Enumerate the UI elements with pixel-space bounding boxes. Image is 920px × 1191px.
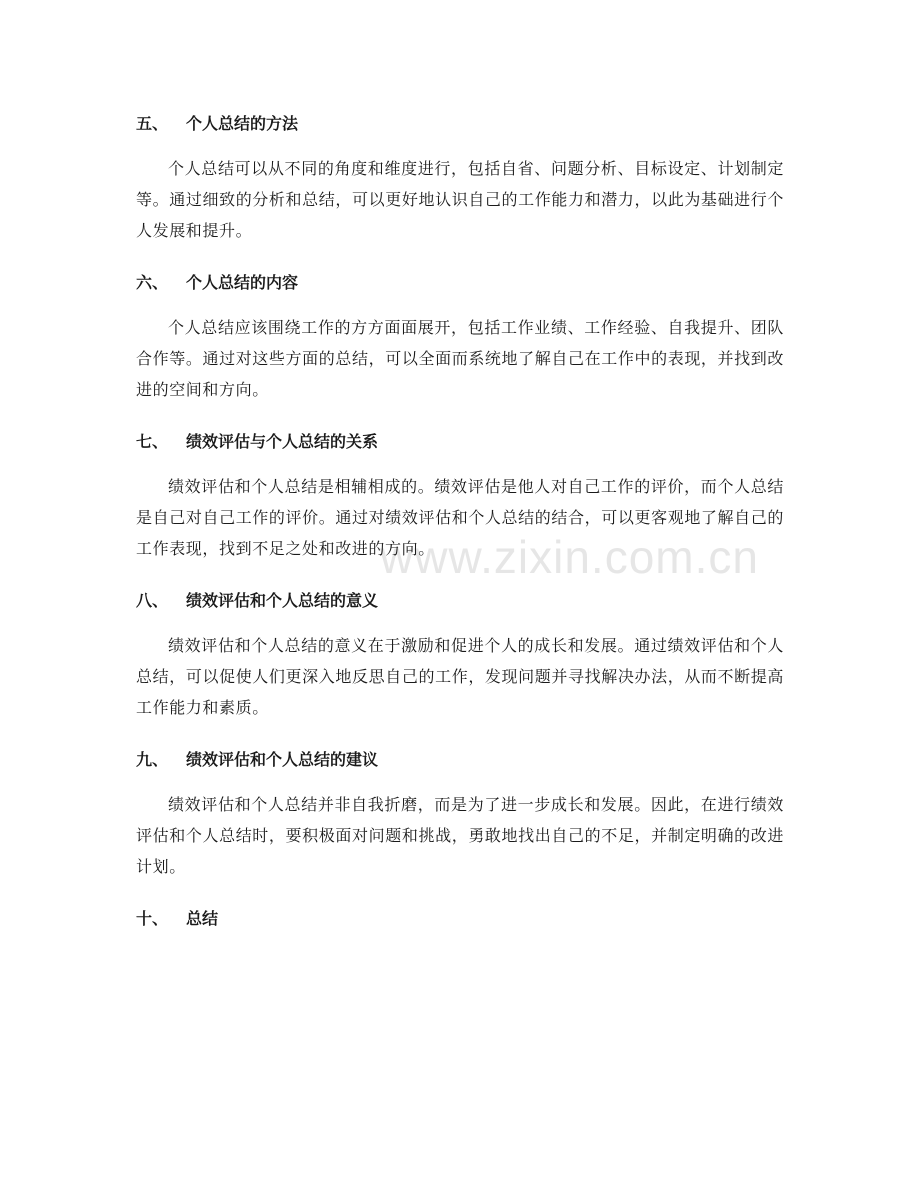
section-10 bbox=[136, 903, 784, 935]
section-heading bbox=[136, 267, 784, 299]
section-paragraph: 个人总结应该围绕工作的方方面面展开，包括工作业绩、工作经验、自我提升、团队合作等。通过对这些方面的总结，可以全面而系统地了解自己在工作中的表现，并找到改进的空间和方向。 bbox=[136, 318, 784, 399]
section-8 bbox=[136, 585, 784, 723]
section-number: 九、 bbox=[136, 750, 169, 769]
section-title: 总结 bbox=[186, 909, 219, 928]
section-title: 绩效评估和个人总结的建议 bbox=[186, 750, 379, 769]
section-paragraph: 绩效评估和个人总结的意义在于激励和促进个人的成长和发展。通过绩效评估和个人总结，可以促使人们更深入地反思自己的工作，发现问题并寻找解决办法，从而不断提高工作能力和素质。 bbox=[136, 636, 784, 717]
section-6 bbox=[136, 267, 784, 405]
section-heading bbox=[136, 426, 784, 458]
section-heading bbox=[136, 108, 784, 140]
section-number: 六、 bbox=[136, 273, 169, 292]
section-title: 个人总结的内容 bbox=[186, 273, 299, 292]
section-9 bbox=[136, 744, 784, 882]
section-heading bbox=[136, 744, 784, 776]
section-number: 十、 bbox=[136, 909, 169, 928]
section-number: 八、 bbox=[136, 591, 169, 610]
section-title: 绩效评估与个人总结的关系 bbox=[186, 432, 379, 451]
section-7 bbox=[136, 426, 784, 564]
section-number: 五、 bbox=[136, 114, 169, 133]
watermark: www.zixin.com.cn bbox=[380, 531, 759, 583]
section-paragraph: 绩效评估和个人总结是相辅相成的。绩效评估是他人对自己工作的评价，而个人总结是自己对自己工作的评价。通过对绩效评估和个人总结的结合，可以更客观地了解自己的工作表现，找到不足之处和改进的方向。 bbox=[136, 477, 784, 558]
section-5 bbox=[136, 108, 784, 246]
section-number: 七、 bbox=[136, 432, 169, 451]
section-heading bbox=[136, 585, 784, 617]
section-paragraph: 个人总结可以从不同的角度和维度进行，包括自省、问题分析、目标设定、计划制定等。通过细致的分析和总结，可以更好地认识自己的工作能力和潜力，以此为基础进行个人发展和提升。 bbox=[136, 159, 784, 240]
section-paragraph: 绩效评估和个人总结并非自我折磨，而是为了进一步成长和发展。因此，在进行绩效评估和个人总结时，要积极面对问题和挑战，勇敢地找出自己的不足，并制定明确的改进计划。 bbox=[136, 795, 784, 876]
section-title: 个人总结的方法 bbox=[186, 114, 299, 133]
section-heading bbox=[136, 903, 784, 935]
section-title: 绩效评估和个人总结的意义 bbox=[186, 591, 379, 610]
document-content bbox=[136, 108, 784, 935]
